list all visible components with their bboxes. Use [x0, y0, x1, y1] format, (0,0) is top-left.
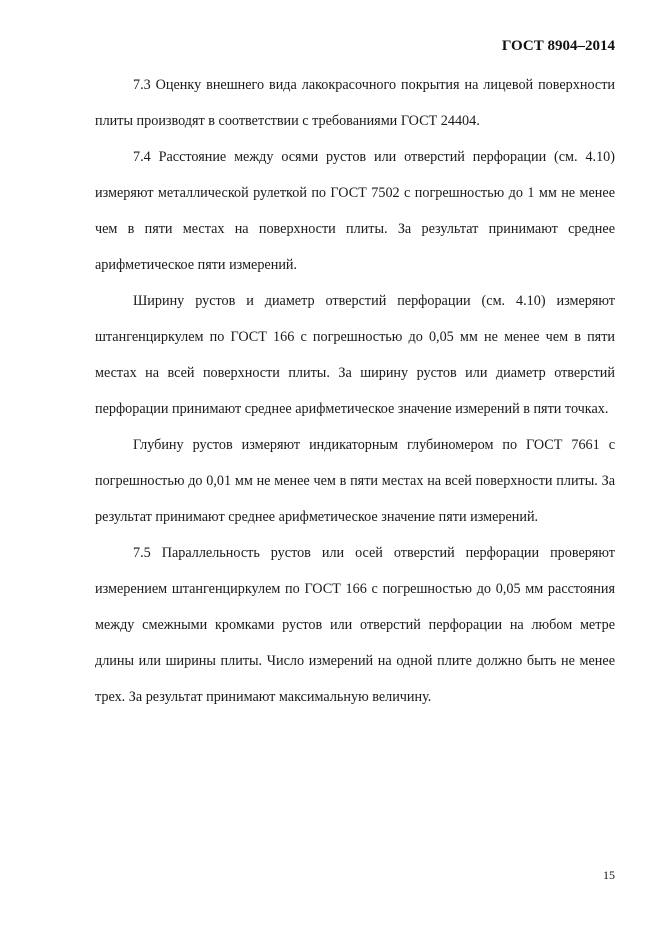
document-header-title: ГОСТ 8904–2014 — [501, 38, 615, 54]
page-number: 15 — [603, 868, 615, 882]
paragraph-7-3: 7.3 Оценку внешнего вида лакокрасочного покрытия на лицевой поверхности плиты производят в соответствии с требованиями ГОСТ 24404. — [95, 77, 615, 129]
paragraph-groove-width: Ширину рустов и диаметр отверстий перфорации (см. 4.10) измеряют штангенциркулем по ГОСТ 166 с погрешностью до 0,05 мм не менее чем в пяти местах на всей поверхности плиты. За ширину рустов или диаметр отверстий перфорации принимают среднее арифметическое значение измерений в пяти точках. — [95, 293, 615, 417]
paragraph-7-5: 7.5 Параллельность рустов или осей отверстий перфорации проверяют измерением штангенциркулем по ГОСТ 166 с погрешностью до 0,05 мм расстояния между смежными кромками рустов или отверстий перфорации на любом метре длины или ширины плиты. Число измерений на одной плите должно быть не менее трех. За результат принимают максимальную величину. — [95, 545, 615, 705]
paragraph-groove-depth: Глубину рустов измеряют индикаторным глубиномером по ГОСТ 7661 с погрешностью до 0,01 мм не менее чем в пяти местах на всей поверхности плиты. За результат принимают среднее арифметическое значение пяти измерений. — [95, 437, 615, 525]
paragraph-7-4: 7.4 Расстояние между осями рустов или отверстий перфорации (см. 4.10) измеряют металлической рулеткой по ГОСТ 7502 с погрешностью до 1 мм не менее чем в пяти местах на поверхности плиты. За результат принимают среднее арифметическое пяти измерений. — [95, 149, 615, 273]
document-body — [95, 67, 615, 715]
